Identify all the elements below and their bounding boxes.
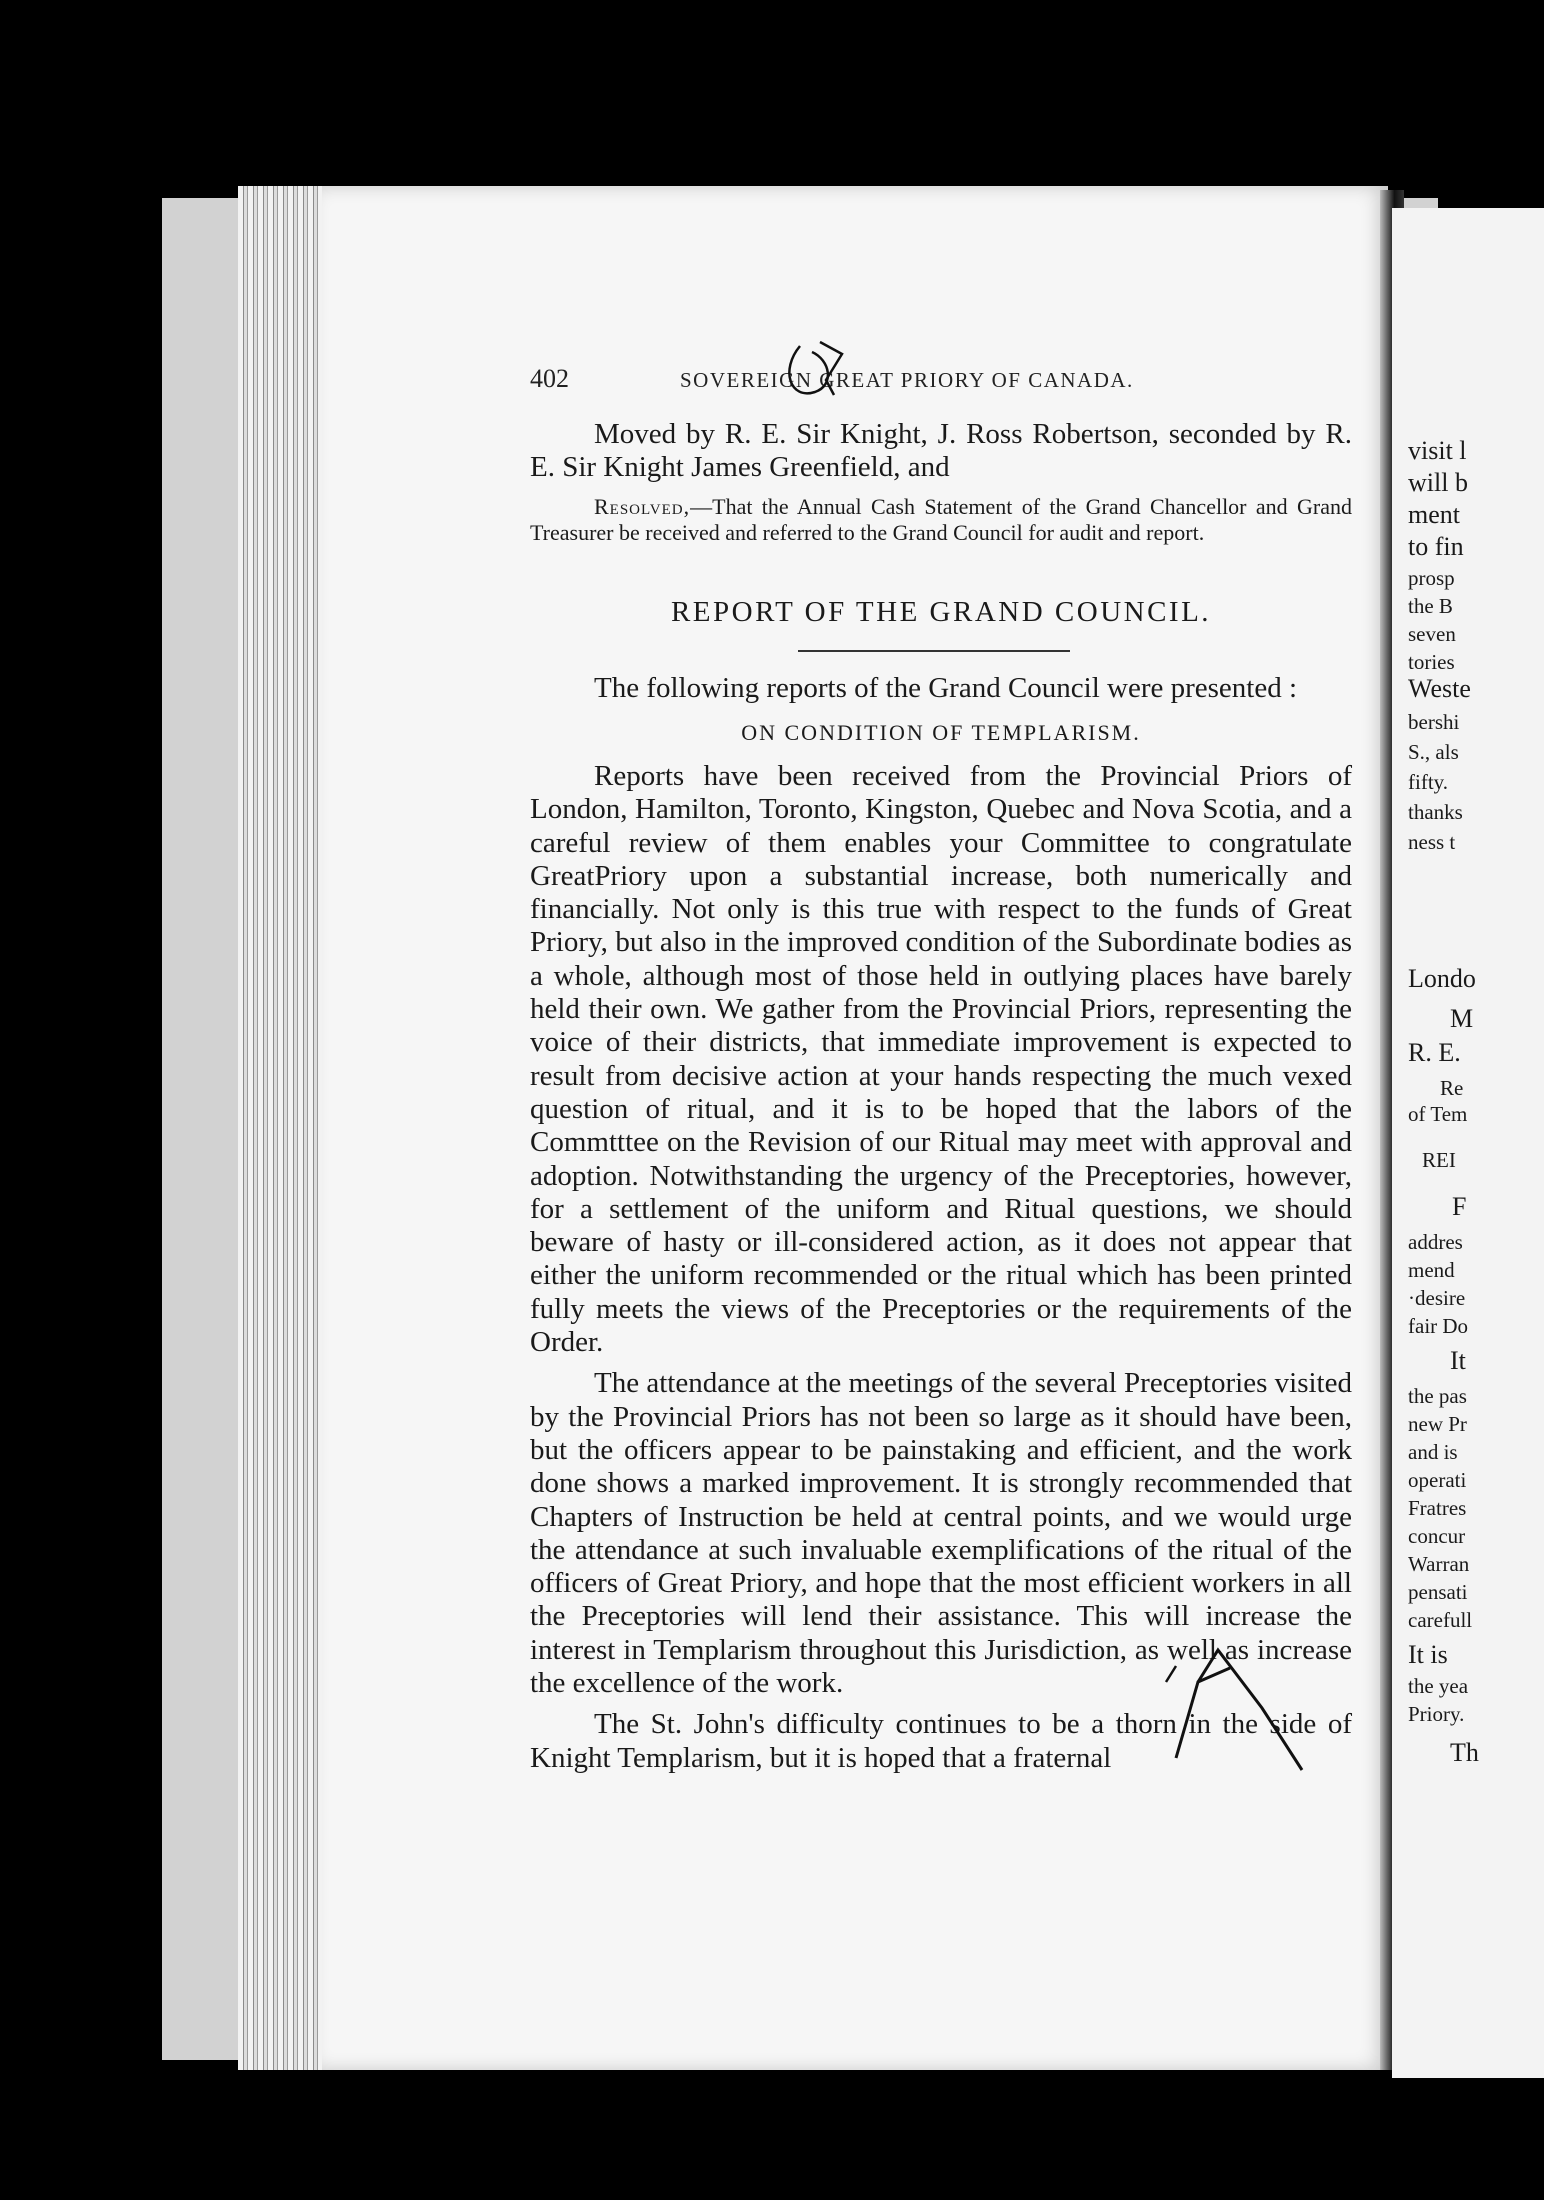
right-page-fragment: the yea <box>1408 1674 1469 1698</box>
running-head: SOVEREIGN GREAT PRIORY OF CANADA. <box>680 368 1134 392</box>
right-page-fragment: tories <box>1408 650 1455 674</box>
motion-paragraph <box>530 418 1352 485</box>
right-page-fragment: seven <box>1408 622 1456 646</box>
intro-text: The following reports of the Grand Council were presented : <box>594 672 1298 704</box>
body-paragraph: Reports have been received from the Provincial Priors of London, Hamilton, Toronto, Kingston, Quebec and Nova Scotia, and a careful review of them enables your Committee to congratulate GreatPriory upon a substantial increase, both numerically and financially. Not only is this true with respect to the funds of Great Priory, but also in the improved condition of the Subordinate bodies as a whole, although most of those held in outlying places have barely held their own. We gather from the Provincial Priors, representing the voice of their districts, that immediate improvement is expected to result from decisive action at your hands respecting the much vexed question of ritual, and it is to be hoped that the labors of the Commtttee on the Revision of our Ritual may meet with approval and adoption. Notwithstanding the urgency of the Preceptories, however, for a settlement of the uniform and Ritual questions, we should beware of hasty or ill-considered action, as it does not appear that either the uniform recommended or the ritual which has been printed fully meets the views of the Preceptories or the requirements of the Order. <box>530 760 1352 1359</box>
right-page-fragment: M <box>1450 1004 1474 1033</box>
right-page-fragment: ment <box>1408 500 1460 529</box>
page-edges <box>238 186 328 2070</box>
right-page-fragment: Fratres <box>1408 1496 1467 1520</box>
right-page-fragment: Re <box>1440 1076 1464 1100</box>
right-page-fragment: concur <box>1408 1524 1466 1548</box>
right-page-fragment: fifty. <box>1408 770 1449 794</box>
motion-text: Moved by R. E. Sir Knight, J. Ross Robertson, seconded by R. E. Sir Knight James Greenfield, and <box>530 418 1352 484</box>
right-page-fragment: Londo <box>1408 964 1476 993</box>
body-paragraph: The St. John's difficulty continues to be a thorn in the side of Knight Templarism, but it is hoped that a fraternal <box>530 1708 1352 1774</box>
right-page-fragment: R. E. <box>1408 1038 1461 1067</box>
right-page-fragment: of Tem <box>1408 1102 1468 1126</box>
right-page-fragment: S., als <box>1408 740 1459 764</box>
right-page-fragment: F <box>1452 1192 1467 1221</box>
right-page <box>1392 208 1544 2078</box>
right-page-fragment: prosp <box>1408 566 1455 590</box>
body-text <box>530 760 1352 1775</box>
right-page-fragment: fair Do <box>1408 1314 1469 1338</box>
right-page-fragment: Priory. <box>1408 1702 1465 1726</box>
right-page-fragment: It is <box>1408 1640 1448 1669</box>
resolved-label: Resolved, <box>594 494 691 519</box>
heading-rule <box>798 650 1070 652</box>
right-page-fragment: to fin <box>1408 532 1464 561</box>
right-page-fragment: mend <box>1408 1258 1455 1282</box>
right-page-fragment: REI <box>1422 1148 1456 1172</box>
intro-paragraph <box>530 672 1352 705</box>
right-page-fragment: It <box>1450 1346 1466 1375</box>
resolution-paragraph <box>530 494 1352 546</box>
right-page-fragment: visit l <box>1408 436 1467 465</box>
right-page-fragment: ·desire <box>1408 1286 1466 1310</box>
right-page-fragment: operati <box>1408 1468 1467 1492</box>
right-page-fragment: Weste <box>1408 674 1471 703</box>
body-paragraph: The attendance at the meetings of the several Preceptories visited by the Provincial Priors has not been so large as it should have been, but the officers appear to be painstaking and efficient, and the work done shows a marked improvement. It is strongly recommended that Chapters of Instruction be held at central points, and we would urge the attendance at such invaluable exemplifications of the ritual of the officers of Great Priory, and hope that the most efficient workers in all the Preceptories will lend their assistance. This will increase the interest in Templarism throughout this Jurisdiction, as well as increase the excellence of the work. <box>530 1367 1352 1700</box>
right-page-fragment: pensati <box>1408 1580 1468 1604</box>
page-number: 402 <box>530 364 569 393</box>
right-page-fragment: carefull <box>1408 1608 1473 1632</box>
right-page-fragment: Warran <box>1408 1552 1470 1576</box>
resolution-text: —That the Annual Cash Statement of the Grand Chancellor and Grand Treasurer be received and referred to the Grand Council for audit and report. <box>530 494 1352 545</box>
section-heading: ON CONDITION OF TEMPLARISM. <box>741 720 1141 745</box>
right-page-fragment: will b <box>1408 468 1468 497</box>
right-page-fragment: bershi <box>1408 710 1460 734</box>
right-page-fragment: addres <box>1408 1230 1463 1254</box>
report-heading: REPORT OF THE GRAND COUNCIL. <box>670 596 1212 628</box>
right-page-fragment: the B <box>1408 594 1453 618</box>
right-page-fragment: thanks <box>1408 800 1463 824</box>
right-page-fragment: the pas <box>1408 1384 1467 1408</box>
right-page-fragment: Th <box>1450 1738 1479 1767</box>
right-page-fragment: new Pr <box>1408 1412 1467 1436</box>
right-page-fragment: and is <box>1408 1440 1458 1464</box>
right-page-fragment: ness t <box>1408 830 1456 854</box>
